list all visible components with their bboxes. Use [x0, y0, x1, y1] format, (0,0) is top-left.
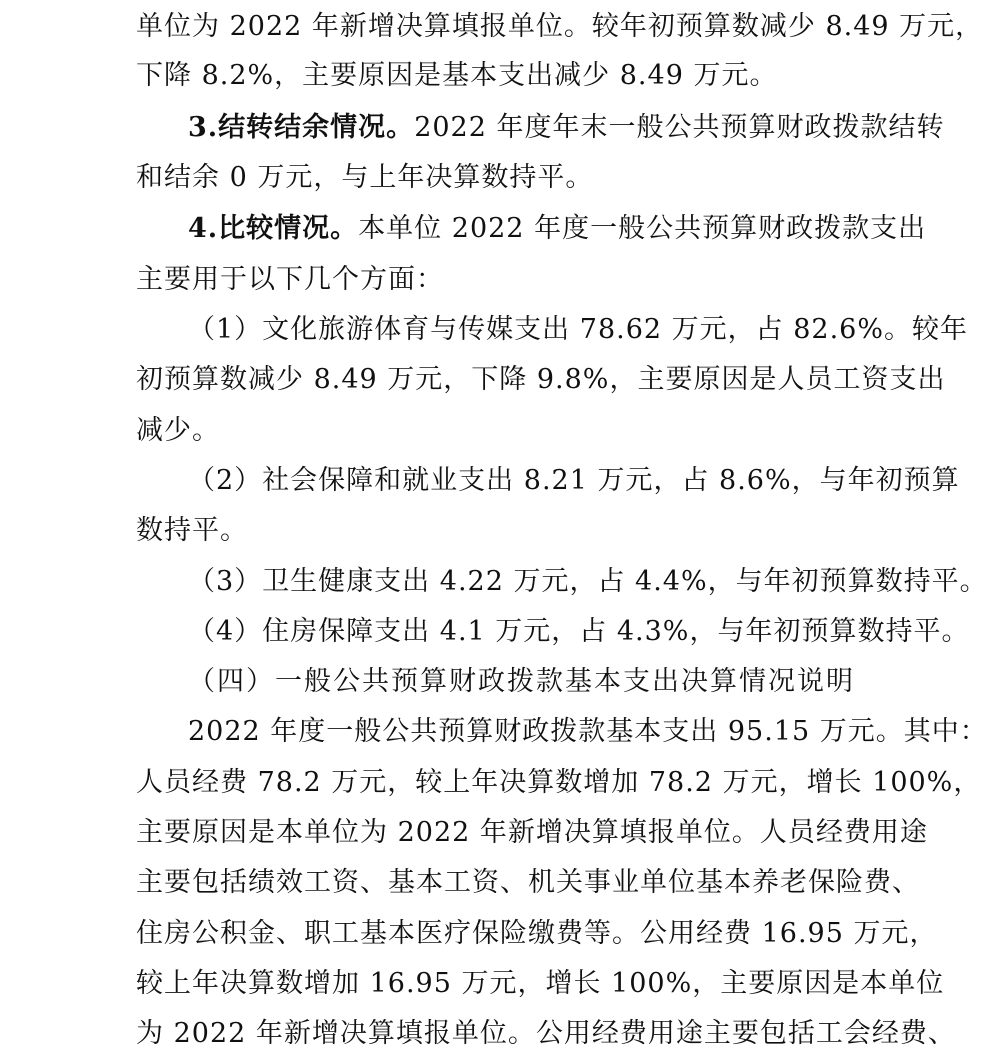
text-line: 住房公积金、职工基本医疗保险缴费等。公用经费 16.95 万元， — [136, 918, 938, 949]
text-line: 初预算数减少 8.49 万元，下降 9.8%，主要原因是人员工资支出 — [136, 364, 946, 395]
text-line: 主要包括绩效工资、基本工资、机关事业单位基本养老保险费、 — [136, 867, 920, 898]
text-line: （4）住房保障支出 4.1 万元，占 4.3%，与年初预算数持平。 — [188, 616, 970, 647]
text-line: （3）卫生健康支出 4.22 万元，占 4.4%，与年初预算数持平。 — [188, 566, 988, 597]
text-line: 主要原因是本单位为 2022 年新增决算填报单位。人员经费用途 — [136, 817, 928, 848]
section-heading-3: 3.结转结余情况。 — [188, 112, 415, 143]
text-run: 本单位 2022 年度一般公共预算财政拨款支出 — [358, 213, 927, 244]
text-line: 人员经费 78.2 万元，较上年决算数增加 78.2 万元，增长 100%， — [136, 767, 982, 798]
text-line: 主要用于以下几个方面： — [136, 264, 444, 295]
text-line: 和结余 0 万元，与上年决算数持平。 — [136, 162, 594, 193]
text-line: 数持平。 — [136, 515, 248, 546]
text-line: 单位为 2022 年新增决算填报单位。较年初预算数减少 8.49 万元， — [136, 11, 984, 42]
text-line: （2）社会保障和就业支出 8.21 万元，占 8.6%，与年初预算 — [188, 465, 960, 496]
text-line: 为 2022 年新增决算填报单位。公用经费用途主要包括工会经费、 — [136, 1018, 956, 1049]
paragraph-carryover — [188, 103, 945, 153]
section-heading-4: 4.比较情况。 — [188, 213, 359, 244]
text-run: 2022 年度年末一般公共预算财政拨款结转 — [414, 112, 945, 143]
text-line: （1）文化旅游体育与传媒支出 78.62 万元，占 82.6%。较年 — [188, 314, 968, 345]
text-line: 较上年决算数增加 16.95 万元，增长 100%，主要原因是本单位 — [136, 968, 945, 999]
text-line: 2022 年度一般公共预算财政拨款基本支出 95.15 万元。其中： — [188, 716, 988, 747]
section-title: （四）一般公共预算财政拨款基本支出决算情况说明 — [188, 666, 855, 697]
paragraph-comparison — [188, 204, 927, 254]
text-line: 减少。 — [136, 415, 220, 446]
text-line: 下降 8.2%，主要原因是基本支出减少 8.49 万元。 — [136, 60, 778, 91]
